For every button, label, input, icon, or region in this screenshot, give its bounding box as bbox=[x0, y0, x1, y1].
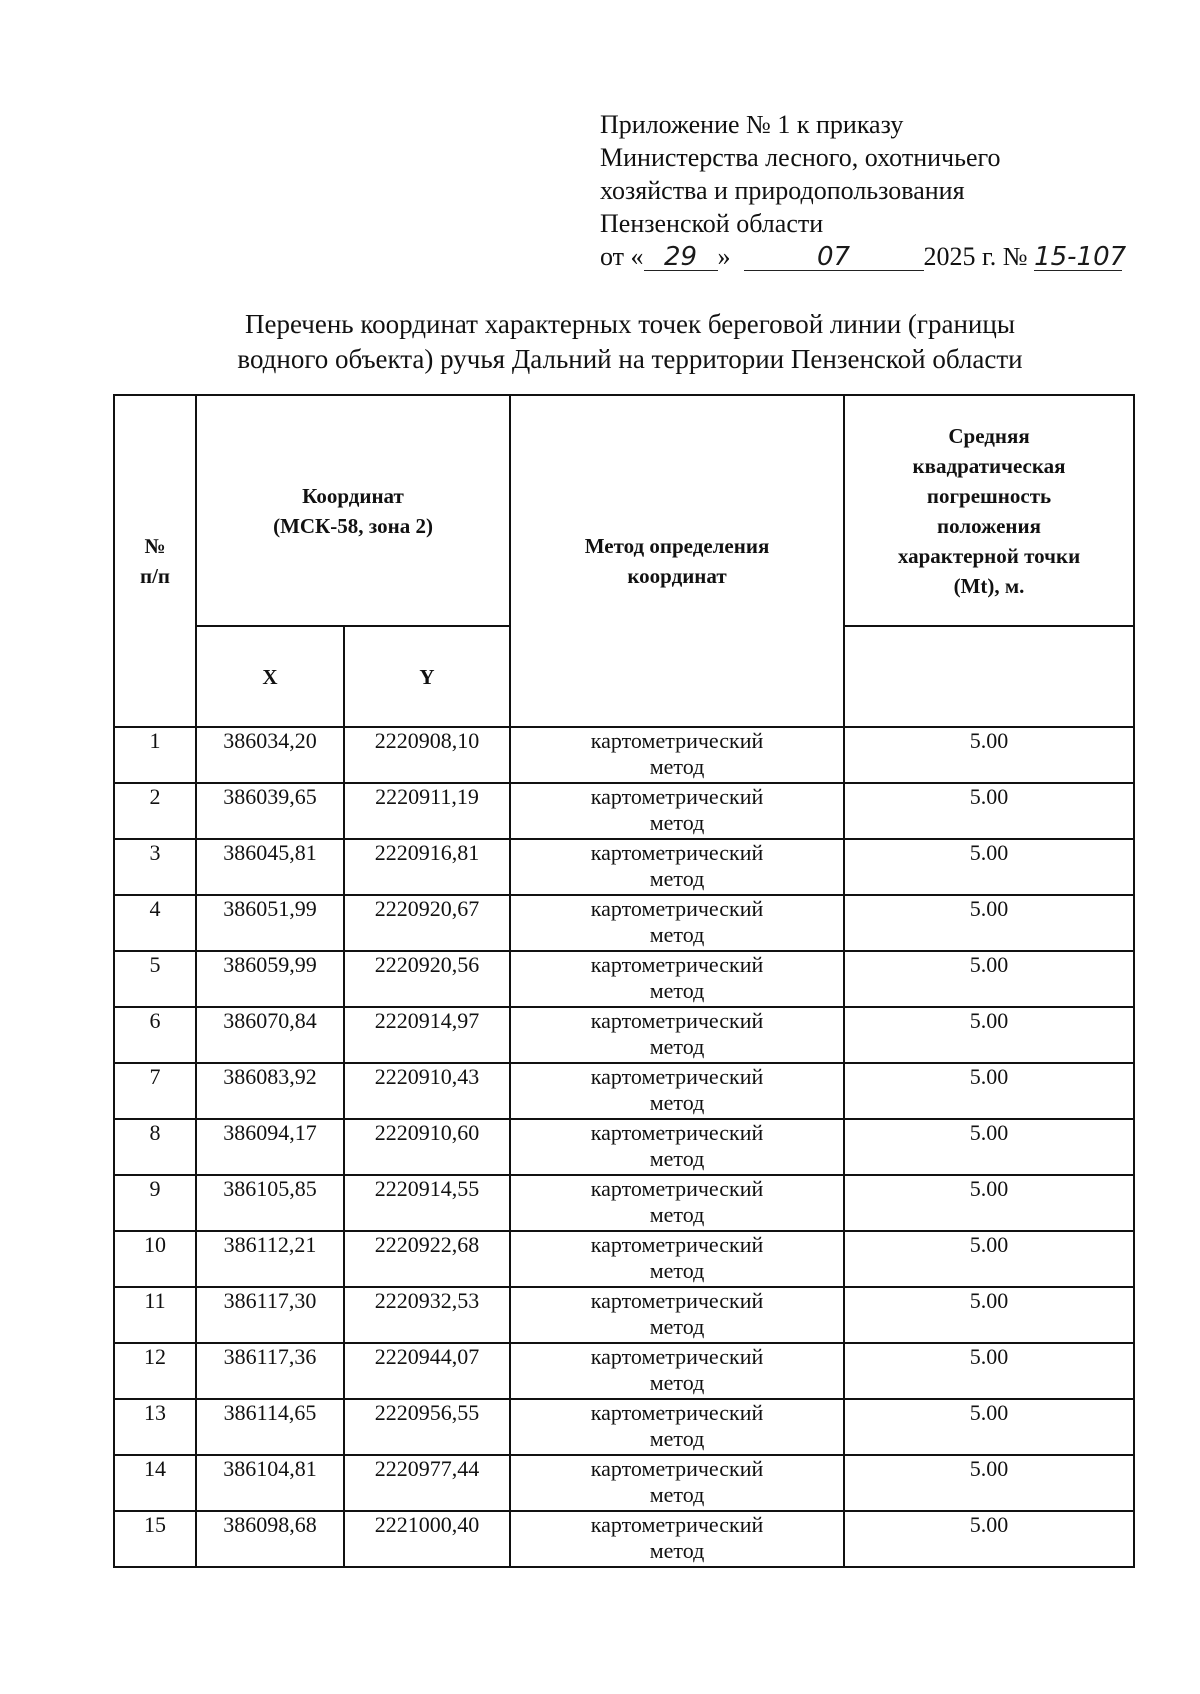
cell-method: картометрический метод bbox=[510, 1343, 844, 1399]
handwritten-day: 29 bbox=[644, 244, 718, 271]
cell-mt: 5.00 bbox=[844, 1511, 1134, 1567]
header-mt-empty bbox=[844, 626, 1134, 727]
cell-number: 1 bbox=[114, 727, 196, 783]
cell-x: 386083,92 bbox=[196, 1063, 344, 1119]
cell-number: 2 bbox=[114, 783, 196, 839]
cell-method: картометрический метод bbox=[510, 1007, 844, 1063]
cell-x: 386117,30 bbox=[196, 1287, 344, 1343]
cell-method: картометрический метод bbox=[510, 1231, 844, 1287]
cell-y: 2220910,60 bbox=[344, 1119, 510, 1175]
cell-number: 3 bbox=[114, 839, 196, 895]
handwritten-month: 07 bbox=[744, 244, 924, 271]
cell-y: 2220914,55 bbox=[344, 1175, 510, 1231]
cell-x: 386051,99 bbox=[196, 895, 344, 951]
cell-number: 13 bbox=[114, 1399, 196, 1455]
table-row bbox=[114, 895, 1134, 951]
cell-number: 10 bbox=[114, 1231, 196, 1287]
cell-y: 2220956,55 bbox=[344, 1399, 510, 1455]
table-row bbox=[114, 783, 1134, 839]
cell-x: 386039,65 bbox=[196, 783, 344, 839]
cell-x: 386098,68 bbox=[196, 1511, 344, 1567]
header-coordinates: Координат (МСК-58, зона 2) bbox=[196, 395, 510, 626]
appendix-line-4: Пензенской области bbox=[600, 209, 824, 238]
cell-mt: 5.00 bbox=[844, 1399, 1134, 1455]
document-title bbox=[0, 307, 1200, 377]
cell-number: 15 bbox=[114, 1511, 196, 1567]
date-suffix: 2025 г. № bbox=[923, 242, 1028, 271]
title-line-1: Перечень координат характерных точек береговой линии (границы bbox=[245, 309, 1015, 339]
cell-x: 386105,85 bbox=[196, 1175, 344, 1231]
cell-y: 2220916,81 bbox=[344, 839, 510, 895]
cell-number: 12 bbox=[114, 1343, 196, 1399]
cell-y: 2220911,19 bbox=[344, 783, 510, 839]
cell-method: картометрический метод bbox=[510, 727, 844, 783]
cell-method: картометрический метод bbox=[510, 1399, 844, 1455]
header-number: № п/п bbox=[114, 395, 196, 727]
cell-y: 2220908,10 bbox=[344, 727, 510, 783]
cell-number: 11 bbox=[114, 1287, 196, 1343]
table-row bbox=[114, 1063, 1134, 1119]
cell-y: 2220914,97 bbox=[344, 1007, 510, 1063]
cell-method: картометрический метод bbox=[510, 839, 844, 895]
cell-mt: 5.00 bbox=[844, 1287, 1134, 1343]
cell-method: картометрический метод bbox=[510, 951, 844, 1007]
date-prefix: от « bbox=[600, 242, 644, 271]
cell-y: 2220920,56 bbox=[344, 951, 510, 1007]
cell-x: 386045,81 bbox=[196, 839, 344, 895]
coordinates-table bbox=[113, 394, 1135, 1568]
cell-method: картометрический метод bbox=[510, 783, 844, 839]
cell-method: картометрический метод bbox=[510, 895, 844, 951]
cell-x: 386034,20 bbox=[196, 727, 344, 783]
cell-mt: 5.00 bbox=[844, 1231, 1134, 1287]
cell-mt: 5.00 bbox=[844, 951, 1134, 1007]
cell-y: 2220920,67 bbox=[344, 895, 510, 951]
header-x: X bbox=[196, 626, 344, 727]
cell-method: картометрический метод bbox=[510, 1175, 844, 1231]
table-row bbox=[114, 1511, 1134, 1567]
cell-number: 9 bbox=[114, 1175, 196, 1231]
table-row bbox=[114, 1119, 1134, 1175]
cell-mt: 5.00 bbox=[844, 895, 1134, 951]
cell-mt: 5.00 bbox=[844, 1007, 1134, 1063]
cell-method: картометрический метод bbox=[510, 1287, 844, 1343]
cell-method: картометрический метод bbox=[510, 1511, 844, 1567]
cell-y: 2220977,44 bbox=[344, 1455, 510, 1511]
cell-x: 386104,81 bbox=[196, 1455, 344, 1511]
cell-number: 8 bbox=[114, 1119, 196, 1175]
order-date-line bbox=[600, 240, 1127, 273]
handwritten-order-number: 15-107 bbox=[1034, 242, 1127, 272]
cell-mt: 5.00 bbox=[844, 1119, 1134, 1175]
cell-x: 386114,65 bbox=[196, 1399, 344, 1455]
table-row bbox=[114, 951, 1134, 1007]
cell-y: 2220944,07 bbox=[344, 1343, 510, 1399]
table-row bbox=[114, 1343, 1134, 1399]
title-line-2: водного объекта) ручья Дальний на территории Пензенской области bbox=[237, 344, 1023, 374]
date-mid: » bbox=[717, 242, 731, 271]
cell-x: 386112,21 bbox=[196, 1231, 344, 1287]
cell-method: картометрический метод bbox=[510, 1455, 844, 1511]
cell-mt: 5.00 bbox=[844, 1063, 1134, 1119]
cell-number: 7 bbox=[114, 1063, 196, 1119]
appendix-line-3: хозяйства и природопользования bbox=[600, 176, 965, 205]
table-row bbox=[114, 1399, 1134, 1455]
cell-y: 2220932,53 bbox=[344, 1287, 510, 1343]
header-mean-square-error: Средняя квадратическая погрешность положения характерной точки (Mt), м. bbox=[844, 395, 1134, 626]
header-y: Y bbox=[344, 626, 510, 727]
appendix-line-2: Министерства лесного, охотничьего bbox=[600, 143, 1001, 172]
header-method: Метод определения координат bbox=[510, 395, 844, 727]
table-row bbox=[114, 1175, 1134, 1231]
cell-x: 386117,36 bbox=[196, 1343, 344, 1399]
table-row bbox=[114, 839, 1134, 895]
cell-mt: 5.00 bbox=[844, 1175, 1134, 1231]
cell-x: 386070,84 bbox=[196, 1007, 344, 1063]
table-row bbox=[114, 1455, 1134, 1511]
cell-mt: 5.00 bbox=[844, 839, 1134, 895]
cell-number: 6 bbox=[114, 1007, 196, 1063]
cell-number: 4 bbox=[114, 895, 196, 951]
table-row bbox=[114, 1231, 1134, 1287]
cell-y: 2221000,40 bbox=[344, 1511, 510, 1567]
cell-mt: 5.00 bbox=[844, 727, 1134, 783]
appendix-line-1: Приложение № 1 к приказу bbox=[600, 110, 904, 139]
cell-number: 14 bbox=[114, 1455, 196, 1511]
table-row bbox=[114, 1287, 1134, 1343]
cell-method: картометрический метод bbox=[510, 1063, 844, 1119]
table-row bbox=[114, 1007, 1134, 1063]
appendix-header bbox=[600, 108, 1127, 273]
cell-mt: 5.00 bbox=[844, 783, 1134, 839]
cell-x: 386094,17 bbox=[196, 1119, 344, 1175]
cell-mt: 5.00 bbox=[844, 1343, 1134, 1399]
cell-x: 386059,99 bbox=[196, 951, 344, 1007]
cell-mt: 5.00 bbox=[844, 1455, 1134, 1511]
table-header-row bbox=[114, 395, 1134, 626]
cell-number: 5 bbox=[114, 951, 196, 1007]
cell-y: 2220910,43 bbox=[344, 1063, 510, 1119]
table-row bbox=[114, 727, 1134, 783]
cell-y: 2220922,68 bbox=[344, 1231, 510, 1287]
cell-method: картометрический метод bbox=[510, 1119, 844, 1175]
